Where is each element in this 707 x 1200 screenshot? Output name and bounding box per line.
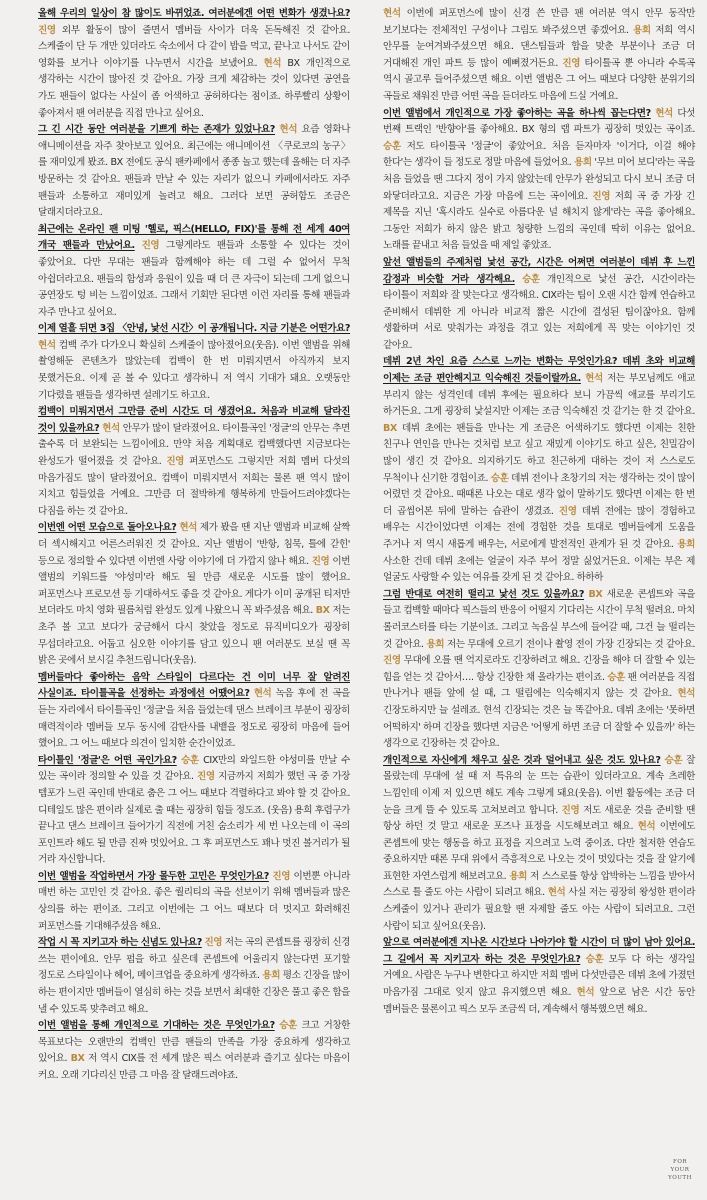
answer-text: 이번 앨범의 키워드를 '야성미'라 해도 될 만큼 새로운 시도를 많이 했어요. 퍼포먼스나 프로모션 등 기대하셔도 좋을 것 같아요. 게다가 이미 공개된 티저만 보더라도 마치 영화 필름처럼 완성도 있게 나왔으니 꼭 봐주셨음 해요. bbox=[38, 555, 351, 617]
interview-paragraph bbox=[38, 670, 350, 753]
answer-text: 이번뿐 아니라 매번 하는 고민인 것 같아요. 좋은 퀄리티의 곡을 선보이기 위해 멤버들과 많은 상의를 하는 편이죠. 그리고 이번에는 그 어느 때보다 더 멋지고 화려해진 퍼포먼스를 기대해주셨음 해요. bbox=[38, 870, 350, 932]
speaker-name: 진영 bbox=[383, 655, 401, 667]
answer-text: 개인적으로 낯선 공간, 시간이라는 타이틀이 저희와 잘 맞는다고 생각해요. CIX라는 팀이 오랜 시간 함께 연습하고 준비해서 데뷔한 게 아니라 비교적 짧은 시간에 결성된 팀이잖아요. 함께 생활하며 서로 맞춰가는 과정을 겪고 있는 저희에게 꼭 맞는 이야기인 것 같아요. bbox=[383, 273, 695, 351]
answer-text: 이번에 퍼포먼스에 많이 신경 쓴 만큼 팬 여러분 역시 안무 동작만 보기보다는 전체적인 구성이나 그림도 봐주셨으면 좋겠어요. bbox=[383, 8, 695, 36]
speaker-name: 진영 bbox=[272, 870, 291, 882]
interview-paragraph bbox=[38, 321, 350, 404]
answer-text: 저는 무대에 오르기 전이나 촬영 전이 가장 긴장되는 것 같아요. bbox=[446, 638, 695, 650]
speaker-name: 진영 bbox=[562, 57, 581, 69]
interview-paragraph bbox=[38, 1018, 350, 1084]
interview-paragraph bbox=[38, 6, 350, 122]
interview-question: 개인적으로 자신에게 채우고 싶은 것과 덜어내고 싶은 것도 있나요? bbox=[383, 754, 661, 766]
footer-mark-line: FOR bbox=[673, 1159, 687, 1165]
speaker-name: 승훈 bbox=[383, 140, 401, 152]
speaker-name: 현석 bbox=[637, 821, 656, 833]
speaker-name: 현석 bbox=[585, 373, 603, 385]
interview-paragraph bbox=[383, 587, 695, 753]
interview-question: 이번엔 어떤 모습으로 돌아오나요? bbox=[38, 522, 177, 534]
interview-question: 컴백이 미뤄지면서 그만큼 준비 시간도 더 생겼어요. 처음과 비교해 달라진 것이 있을까요? bbox=[38, 406, 350, 434]
answer-text: 저희 역시 안무를 눈여겨봐주셨으면 해요. 댄스팀들과 합을 맞춘 부분이나 조금 더 거대해진 개인 파트 등 많이 예뻐졌거든요. bbox=[383, 24, 696, 69]
answer-text: 제가 봤을 땐 지난 앨범과 비교해 살짝 더 섹시해지고 어른스러워진 것 같아요. 지난 앨범이 '반항, 침묵, 틀에 갇힌' 등으로 정의할 수 있다면 이번엔 사랑 이야기에 더 가깝지 않나 해요. bbox=[38, 522, 350, 567]
speaker-name: 현석 bbox=[576, 987, 595, 999]
answer-text: 이번에도 콘셉트에 맞는 행동을 하고 표정을 지으려고 노력 중이죠. 다만 철저한 연습도 중요하지만 때론 무대 위에서 즉흥적으로 나오는 것이 멋있다는 것을 잘 알기에 표현한 자연스럽게 해보려고요. bbox=[383, 821, 695, 882]
interview-paragraph bbox=[38, 222, 350, 322]
speaker-name: 승훈 bbox=[585, 953, 604, 965]
speaker-name: 용희 bbox=[633, 24, 651, 36]
interview-question: 이번 앨범을 작업하면서 가장 몰두한 고민은 무엇인가요? bbox=[38, 870, 269, 882]
interview-question: 멤버들마다 좋아하는 음악 스타일이 다르다는 건 이미 너무 잘 알려진 사실이죠. 타이틀곡을 선정하는 과정에선 어땠어요? bbox=[38, 671, 350, 700]
answer-text: 퍼포먼스도 그렇지만 저희 멤버 다섯의 마음가짐도 많이 달라졌어요. 컴백이 미뤄지면서 저희는 물론 팬 역시 많이 지치고 힘들었을 거예요. 그만큼 더 절박하게 행복하게 만들어드려야겠다는 다짐을 하는 것 같아요. bbox=[38, 456, 350, 517]
speaker-name: BX bbox=[383, 422, 397, 434]
speaker-name: 현석 bbox=[179, 522, 197, 534]
answer-text: 안무가 많이 달라졌어요. 타이틀곡인 '정글'의 안무는 추면 출수록 더 보완되는 느낌이에요. 만약 처음 계획대로 컴백했다면 지금보다는 완성도가 떨어졌을 것 같아요. bbox=[38, 422, 350, 468]
speaker-name: 현석 bbox=[547, 887, 566, 899]
answer-text: 저는 초주 볼 고고 보다가 궁금해서 다시 찾았을 정도로 뮤직비디오가 굉장히 무섭더라고요. 어둡고 심오한 이야기를 담고 있으니 팬 여러분도 보실 땐 꼭 밝은 곳에서 보시길 추천드립니다(웃음). bbox=[38, 605, 350, 667]
interview-question: 이번 앨범을 통해 개인적으로 기대하는 것은 무엇인가요? bbox=[38, 1020, 275, 1032]
speaker-name: BX bbox=[315, 605, 330, 617]
answer-text: 요즘 영화나 애니메이션을 자주 찾아보고 있어요. 최근에는 애니메이션 〈쿠로코의 농구〉를 재미있게 봤죠. BX 전에도 공식 팬카페에서 종종 놀고 했는데 올해는 더 자주 방문하는 것 같아요. 팬들과 만날 수 있는 자리가 없으니 카페에서라도 자주 팬들과 소통하고 재미있게 놀려고 해요. 그러다 보면 공허함도 조금은 달래지더라고요. bbox=[38, 124, 351, 219]
speaker-name: 진영 bbox=[197, 771, 215, 783]
answer-text: 긴장도하지만 늘 설레죠. 현석 긴장되는 것은 늘 똑같아요. 데뷔 초에는 '못하면 어떡하지' 하며 긴장을 했다면 지금은 '어떻게 하면 조금 더 잘할 수 있을까' 하는 생각으로 긴장하는 것 같아요. bbox=[383, 704, 695, 750]
answer-text: 저도 타이틀곡 '정글'이 좋았어요. 처음 듣자마자 '이거다, 이걸 해야 한다'는 생각이 들 정도로 정말 마음에 들었어요. bbox=[383, 140, 695, 169]
interview-paragraph bbox=[38, 935, 350, 1018]
answer-text: 새로운 콘셉트와 곡을 들고 컴백할 때마다 픽스들의 반응이 어떨지 기다리는 시간이 무척 떨려요. 마치 롤러코스터를 타는 기분이죠. 그리고 녹음실 부스에 들어갈 때, 그건 늘 떨리는 것 같아요. bbox=[383, 588, 696, 650]
answer-text: 지금까지 저희가 했던 곡 중 가장 템포가 느린 곡인데 반대로 춤은 그 어느 때보다 격렬하다고 봐야 할 것 같아요. 디테일도 많은 편이라 실제로 출 때는 굉장히 힘들 정도죠. (웃음) 용희 후렴구가 끝나고 댄스 브레이크 들어가기 직전에 거친 숨소리가 세 번 나오는데 이 곡의 포인트라 해도 될 만큼 진짜 멋있어요. 그 후 퍼포먼스도 꽤나 멋진 볼거리가 될 거라 자신합니다. bbox=[38, 771, 350, 866]
left-column bbox=[38, 6, 350, 1085]
speaker-name: 진영 bbox=[561, 804, 580, 816]
answer-text: 사소한 건데 데뷔 초에는 얼굴이 자주 부어 정말 싫었거든요. 이제는 부은 제 얼굴도 사랑할 수 있는 여유를 갖게 된 것 같아요. 하하하 bbox=[383, 555, 695, 584]
speaker-name: 진영 bbox=[311, 555, 330, 567]
answer-text: 데뷔 초에는 팬들을 만나는 게 조금은 어색하기도 했다면 이제는 친한 친구나 연인을 만나는 것처럼 보고 싶고 재밌게 이야기도 하고 싶은, 친밀감이 많이 생긴 것 같아요. 의지하기도 하고 친근하게 대하는 것이 저 스스로도 무척이나 신기한 경험이죠. bbox=[383, 422, 695, 484]
speaker-name: 승훈 bbox=[181, 754, 199, 766]
answer-text: 다섯 번째 트랙인 '반향아'를 좋아해요. BX 형의 랩 파트가 굉장히 멋있는 곡이죠. bbox=[383, 107, 695, 136]
speaker-name: 현석 bbox=[279, 124, 298, 136]
speaker-name: 현석 bbox=[383, 8, 401, 19]
interview-question: 앞으로 여러분에겐 지나온 시간보다 나아가야 할 시간이 더 많이 남아 있어요. 그 길에서 꼭 지키고자 하는 것은 무엇인가요? bbox=[383, 937, 695, 965]
answer-text: 컴백 주가 다가오니 확실히 스케줄이 많아졌어요(웃음). 이번 앨범을 위해 촬영해둔 콘텐츠가 많았는데 컴백이 한 번 미뤄지면서 아직까지 보지 못했거든요. 이제 곧 볼 수 있다고 생각하니 저 역시 기대가 돼요. 오랫동안 기다렸을 팬들을 생각하면 설레기도 하고요. bbox=[38, 339, 350, 401]
answer-text: 저도 새로운 것을 준비할 땐 항상 하던 것 말고 새로운 포즈나 표정을 시도해보려고 해요. bbox=[383, 804, 695, 833]
answer-text: 저 역시 CIX를 전 세계 많은 픽스 여러분과 즐기고 싶다는 마음이 커요. 오래 기다리신 만큼 그 마음 잘 달래드려야죠. bbox=[38, 1053, 350, 1081]
answer-text: 녹음 후에 전 곡을 듣는 자리에서 타이틀곡인 '정글'을 처음 들었는데 댄스 브레이크 부분이 굉장히 매력적이라 멤버들 모두 동시에 감탄사를 내뱉을 정도로 굉장히 마음에 들어 했어요. 그 어느 때보다 의견이 일치한 순간이었죠. bbox=[38, 688, 350, 750]
speaker-name: 현석 bbox=[38, 339, 56, 351]
interview-question: 그 긴 시간 동안 여러분을 기쁘게 하는 존재가 있었나요? bbox=[38, 124, 275, 136]
answer-text: 저 스스로를 항상 압박하는 느낌을 받아서 스스로 틀 줄도 아는 사람이 되려고 해요. bbox=[383, 870, 695, 899]
interview-paragraph bbox=[383, 255, 695, 355]
right-column bbox=[383, 6, 695, 1018]
answer-text: 저는 부모님께도 애교 부리지 않는 성격인데 데뷔 후에는 필요하다 보니 가끔씩 애교를 부리기도 하거든요. 그게 굉장히 낯설지만 이제는 조금 익숙해진 것 같기는 한 것 같아요. bbox=[383, 373, 696, 418]
answer-text: 앞으로 남은 시간 동안 멤버들은 물론이고 픽스 모두 조금씩 더, 계속해서 행복했으면 해요. bbox=[383, 987, 695, 1015]
speaker-name: 진영 bbox=[204, 937, 223, 949]
speaker-name: 현석 bbox=[677, 688, 695, 700]
answer-text: 모두 다 하는 생각일 거예요. 사람은 누구나 변한다고 하지만 저희 멤버 다섯만큼은 데뷔 초에 가졌던 마음가짐 그대로 잊지 않고 유지했으면 해요. bbox=[383, 953, 695, 999]
speaker-name: 승훈 bbox=[279, 1020, 297, 1032]
answer-text: 사실 저는 굉장히 왕성한 편이라 스케줄이 있거나 관리가 필요할 땐 자제할 줄도 아는 사람이 되려고요. 그런 사람이 되고 싶어요(웃음). bbox=[383, 887, 696, 932]
answer-text: 크고 거창한 목표보다는 오랜만의 컴백인 만큼 팬들의 만족을 가장 중요하게 생각하고 있어요. bbox=[38, 1020, 350, 1065]
speaker-name: 진영 bbox=[141, 240, 160, 252]
speaker-name: 승훈 bbox=[490, 472, 509, 484]
speaker-name: 용희 bbox=[262, 970, 281, 982]
footer-mark-line: YOUR bbox=[670, 1167, 690, 1173]
answer-text: 잘 몰랐는데 무대에 설 때 저 특유의 눈 뜨는 습관이 있더라고요. 계속 츠레한 느낌인데 이제 저 있으면 해도 계속 그렇게 돼요(웃음). 이번 활동에는 조금 더 눈을 크게 뜰 수 있도록 고쳐보려고 합니다. bbox=[383, 754, 695, 816]
speaker-name: 진영 bbox=[558, 505, 577, 517]
speaker-name: 현석 bbox=[102, 422, 120, 434]
interview-question: 타이틀인 '정글'은 어떤 곡인가요? bbox=[38, 754, 177, 766]
interview-question: 최근에는 온라인 팬 미팅 '헬로, 픽스(HELLO, FIX)'를 통해 전 세계 40여 개국 팬들과 만났어요. bbox=[38, 223, 350, 252]
interview-question: 이제 열흘 뒤면 3집 〈안녕, 낯선 시간〉이 공개됩니다. 지금 기분은 어떤가요? bbox=[38, 323, 350, 335]
interview-paragraph bbox=[383, 935, 695, 1018]
answer-text: 무대에 오를 땐 억지로라도 긴장하려고 해요. 긴장을 해야 더 잘할 수 있는 힘을 얻는 것 같아서…. 항상 긴장한 채 올라가는 편이죠. bbox=[383, 655, 695, 683]
speaker-name: 용희 bbox=[574, 157, 592, 169]
answer-text: 데뷔 전이나 초창기의 저는 생각하는 것이 많이 어렸던 것 같아요. 때때론 나오는 대로 생각 없이 말하기도 했다면 이제는 한 번 더 곱씹어본 뒤에 말하는 습관이 생겼죠. bbox=[383, 472, 696, 517]
speaker-name: 용희 bbox=[677, 539, 695, 550]
speaker-name: 용희 bbox=[509, 870, 527, 882]
answer-text: 타이틀곡 뿐 아니라 수록곡 역시 골고루 들어주셨으면 해요. 이번 앨범은 그 어느 때보다 다양한 분위기의 곡들로 채워진 만큼 어떤 곡을 듣더라도 마음에 드실 거예요. bbox=[383, 57, 695, 102]
answer-text: 그렇게라도 팬들과 소통할 수 있다는 것이 좋았어요. 다만 무대는 팬들과 함께해야 하는 데 그럴 수 없어서 무척 아쉽더라고요. 팬들의 함성과 응원이 있을 때 더 큰 자극이 되는데 그게 없으니 공연장도 텅 비는 느낌이었죠. 그래서 기회만 된다면 이런 자리를 통해 팬들과 자주 만나고 싶어요. bbox=[38, 240, 350, 318]
speaker-name: 승훈 bbox=[664, 754, 683, 766]
interview-paragraph bbox=[383, 354, 695, 586]
interview-question: 그럼 반대로 여전히 떨리고 낯선 것도 있을까요? bbox=[383, 588, 585, 600]
speaker-name: BX bbox=[588, 588, 603, 600]
interview-paragraph bbox=[38, 122, 350, 222]
answer-text: CIX만의 와일드한 야성미를 만날 수 있는 곡이라 정의할 수 있을 것 같아요. bbox=[38, 754, 350, 783]
answer-text: 평소 긴장을 많이 하는 편이지만 멤버들이 열심히 하는 것을 보면서 최대한 긴장은 풀고 좋은 합을 낼 수 있도록 맞추려고 해요. bbox=[38, 970, 350, 1015]
interview-question: 올해 우리의 일상이 참 많이도 바뀌었죠. 여러분에겐 어떤 변화가 생겼나요? bbox=[38, 8, 350, 19]
footer-mark-line: YOUTH bbox=[668, 1175, 692, 1181]
answer-text: 팬 여러분을 직접 만나거나 팬들 앞에 설 때, 그 떨림에는 익숙해지지 않는 것 같아요. bbox=[383, 671, 695, 700]
answer-text: 외부 활동이 많이 줄면서 멤버들 사이가 더욱 돈독해진 것 같아요. 스케줄이 단 두 개만 있더라도 숙소에서 다 같이 밥을 먹고, 끝나고 나서도 같이 영화를 보거나 이야기를 나누면서 시간을 보냈어요. bbox=[38, 24, 350, 69]
speaker-name: 용희 bbox=[426, 638, 445, 650]
answer-text: 저는 곡의 콘셉트를 굉장히 신경 쓰는 편이에요. 안무 펌을 하고 싶은데 콘셉트에 어울리지 않는다면 포기할 정도로 스타일이나 헤어, 메이크업을 중요하게 생각하죠. bbox=[38, 937, 350, 982]
answer-text: 저희 곡 중 가장 긴 제목을 지닌 '혹시라도 실수로 아름다운 널 해치지 않게'라는 곡을 좋아해요. 그동안 저희가 하지 않은 밝고 청량한 느낌의 곡인데 딱히 이유는 없어요. 노래를 끝내고 처음 들었을 때 제일 좋았죠. bbox=[383, 190, 696, 252]
interview-paragraph bbox=[38, 404, 350, 520]
answer-text: '무브 미어 보디'라는 곡을 처음 들었을 땐 그다지 정이 가지 않았는데 안무가 완성되고 다시 보니 조금 더 와닿더라고요. 지금은 가장 마음에 드는 곡이에요. bbox=[383, 157, 695, 202]
speaker-name: 현석 bbox=[263, 57, 282, 69]
speaker-name: 진영 bbox=[166, 456, 184, 468]
interview-question: 데뷔 2년 차인 요즘 스스로 느끼는 변화는 무엇인가요? 데뷔 초와 비교해 이제는 조금 편안해지고 익숙해진 것들이랄까요. bbox=[383, 356, 695, 385]
interview-paragraph bbox=[383, 6, 695, 106]
interview-question: 작업 시 꼭 지키고자 하는 신념도 있나요? bbox=[38, 937, 202, 949]
speaker-name: 현석 bbox=[655, 107, 673, 119]
speaker-name: 승훈 bbox=[607, 671, 625, 683]
interview-paragraph bbox=[38, 520, 350, 669]
speaker-name: 진영 bbox=[38, 24, 56, 36]
interview-paragraph bbox=[38, 753, 350, 869]
interview-question: 이번 앨범에서 개인적으로 가장 좋아하는 곡을 하나씩 꼽는다면? bbox=[383, 107, 651, 119]
speaker-name: 현석 bbox=[253, 688, 272, 700]
interview-paragraph bbox=[38, 869, 350, 935]
speaker-name: 승훈 bbox=[522, 273, 540, 285]
footer-mark bbox=[660, 1158, 700, 1182]
interview-paragraph bbox=[383, 753, 695, 936]
interview-paragraph bbox=[383, 106, 695, 255]
interview-question: 앞선 앨범들의 주제처럼 낯선 공간, 시간은 어쩌면 여러분이 데뷔 후 느낀 감정과 비슷할 거라 생각해요. bbox=[383, 256, 695, 285]
speaker-name: BX bbox=[70, 1053, 85, 1065]
answer-text: BX 개인적으로 생각하는 시간이 많아진 것 같아요. 가장 크게 체감하는 것이 있다면 공연을 가도 팬들이 없다는 사실이 좀 어색하고 공허하다는 점이죠. 하루빨리 상황이 좋아져서 팬 여러분을 직접 만나고 싶어요. bbox=[38, 57, 350, 119]
answer-text: 데뷔 전에는 많이 경험하고 배우는 시간이었다면 이제는 전에 경험한 것을 토대로 멤버들에게 도움을 주거나 저 역시 새롭게 배우는, 서로에게 발전적인 관계가 된 것 같아요. bbox=[383, 505, 695, 550]
speaker-name: 진영 bbox=[592, 190, 611, 202]
